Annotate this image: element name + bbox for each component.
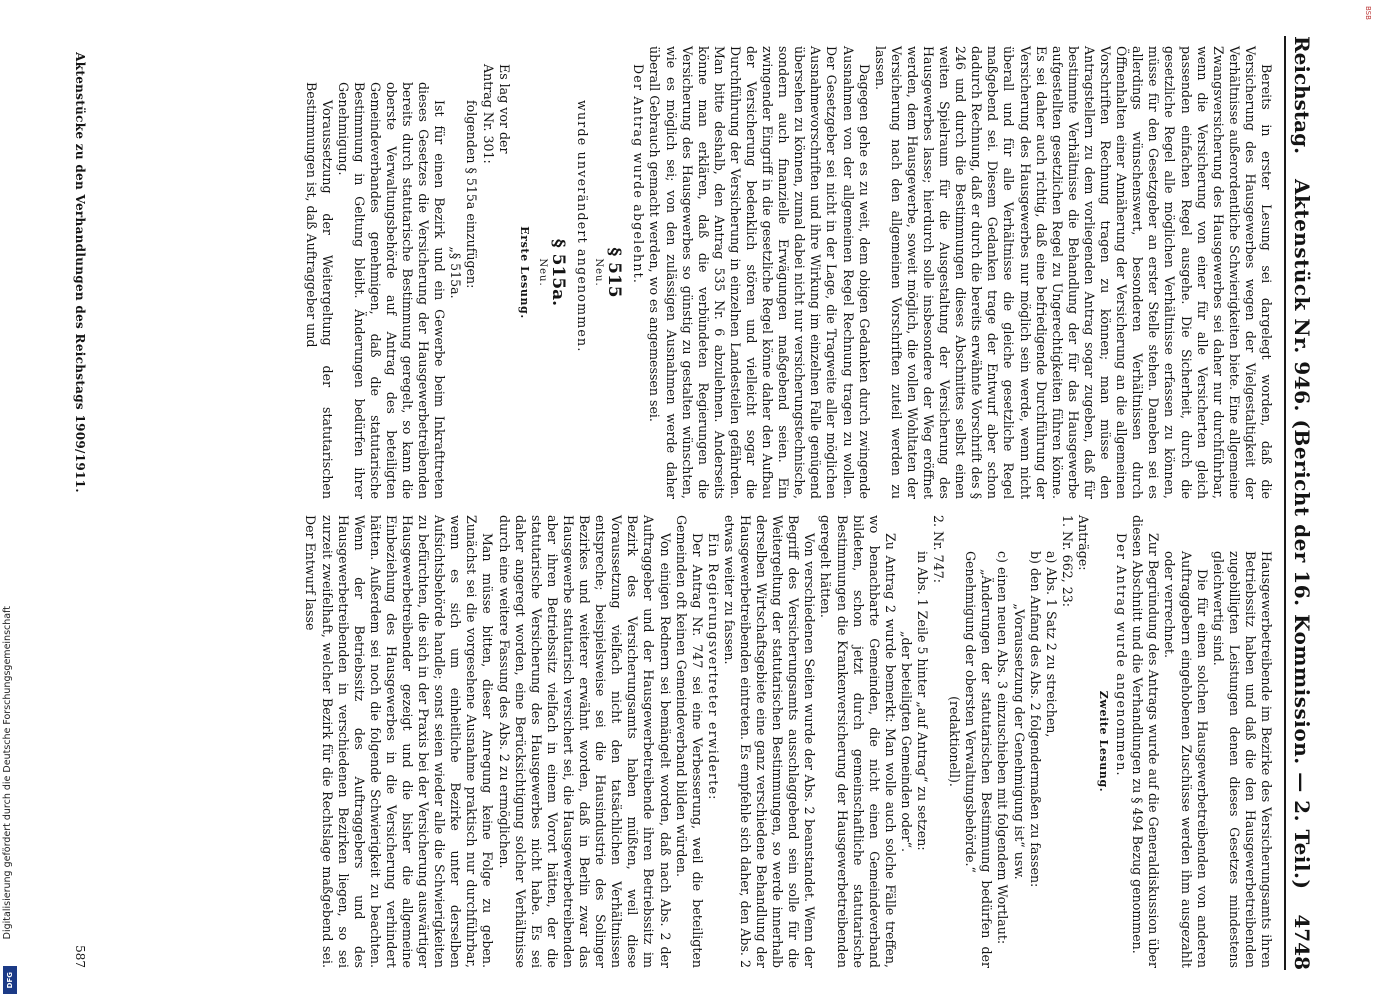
section-subheading: Neu. [593, 258, 605, 287]
reading-label: Erste Lesung. [517, 226, 531, 319]
quoted-paragraph-title: „§ 515a. [448, 246, 464, 299]
paragraph: Der Antrag wurde abgelehnt. [631, 64, 647, 285]
header-page-number: 4748 [1290, 914, 1314, 970]
motions-label: Anträge: [1075, 515, 1091, 571]
section-heading: § 515 [604, 247, 625, 298]
page-number: 587 [73, 945, 87, 968]
paragraph: Bereits in erster Lesung sei dargelegt worden, daß die Versicherung des Hausgewerbes wegen der Vielgestaltigkeit der Verhältnisse außerordentliche Schwierigkeiten biete. Eine allgemeine Zwangsversicherung des Hausgewerbes sei daher nur durchführbar, wenn die Versicherung von einer für alle Versicherten gleich passenden einfachen Regel ausgehe. Die Sicherheit, durch die gesetzliche Regel alle möglichen Verhältnisse erfassen zu können, müsse für den Gesetzgeber an erster Stelle stehen. Daneben sei es allerdings wünschenswert, besonderen Verhältnissen durch Öffnenhalten einer Annäherung der Versicherung an die allgemeinen Vorschriften Rechnung tragen zu können; man müsse den Antragstellern zu dem vorliegenden Antrag sogar zugeben, daß für bestimmte Verhältnisse die Behandlung der für das Hausgewerbe aufgestellten gesetzlichen Regel zu Ungerechtigkeiten führen könne. Es sei daher auch richtig, daß eine befriedigende Durchführung der Versicherung des Hausgewerbes nur möglich sein werde, wenn nicht überall und für alle Verhältnisse die gleiche gesetzliche Regel maßgebend sei. Diesem Gedanken trage der Entwurf aber schon dadurch Rechnung, daß er durch die bereits erwähnte Vorschrift des § 246 und durch die Bestimmungen dieses Abschnittes selbst einen weiten Spielraum für die Ausgestaltung der Versicherung des Hausgewerbes lasse; hierdurch solle insbesondere der Weg eröffnet werden, dem Hausgewerbe, soweit möglich, die vollen Wohltaten der Versicherung nach den allgemeinen Vorschriften zuteil werden zu lassen. [872, 46, 1274, 499]
paragraph: Der Antrag Nr. 747 sei eine Verbesserung, weil die beteiligten Gemeinden oft keinen Gemeindeverband bilden würden. [673, 515, 705, 968]
motion-subitem: c) einen neuen Abs. 3 einzuschieben mit folgendem Wortlaut: [995, 551, 1011, 945]
paragraph: Hausgewerbetreibende im Bezirke des Versicherungsamts ihren Betriebssitz haben und daß die den Hausgewerbetreibenden zugebilligten Leistungen denen dieses Gesetzes mindestens gleichwertig sind. [1210, 551, 1274, 968]
motion-quote: „der beteiligten Gemeinden oder“. [898, 630, 914, 853]
motion-subitem: in Abs. 1 Zeile 5 hinter „auf Antrag“ zu setzen: [915, 551, 931, 851]
motion-subitem: a) Abs. 1 Satz 2 zu streichen, [1043, 551, 1059, 738]
section-subheading: Neu. [536, 258, 548, 287]
motion-subitem: b) den Anfang des Abs. 2 folgendermaßen zu fassen: [1027, 551, 1043, 888]
motion-quote: „Änderungen der statutarischen Bestimmung bedürfen der Genehmigung der obersten Verwaltungsbehörde.“ [963, 551, 995, 968]
motion-quote: „Voraussetzung der Genehmigung ist“ usw. [1011, 603, 1027, 880]
quoted-paragraph: Voraussetzung der Weitergeltung der statutarischen Bestimmungen ist, daß Auftraggeber und [303, 82, 335, 499]
paragraph: Die für einen solchen Hausgewerbetreibenden von anderen Auftraggebern eingehobenen Zuschüsse werden ihm ausgezahlt oder verrechnet. [1162, 551, 1210, 968]
paragraph: Ein Regierungsvertreter erwiderte: [705, 533, 721, 801]
header-title: Aktenstück Nr. 946. (Bericht der 16. Kommission. — 2. Teil.) [1290, 178, 1314, 890]
paragraph: Antrag Nr. 301: [480, 64, 496, 164]
digitization-watermark: Digitalisierung gefördert durch die Deutsche Forschungsgemeinschaft [2, 606, 13, 940]
quoted-paragraph: Ist für einen Bezirk und ein Gewerbe beim Inkrafttreten dieses Gesetzes die Versicherung der Hausgewerbetreibenden bereits durch statutarische Bestimmung geregelt, so kann die oberste Verwaltungsbehörde auf Antrag des beteiligten Gemeindeverbandes genehmigen, daß die statutarische Bestimmung in Geltung bleibt. Änderungen bedürfen ihrer Genehmigung. [335, 82, 448, 499]
library-mark: BSB [1364, 6, 1372, 20]
paragraph: Von verschiedenen Seiten wurde der Abs. 2 beanstandet. Wenn der Begriff des Versicherungsamts ausschlaggebend sein solle für die Weitergeltung der statutarischen Bestimmungen, so werde innerhalb derselben Wirtschaftsgebiete eine ganz verschiedene Behandlung der Hausgewerbetreibenden eintreten. Es empfehle sich daher, den Abs. 2 etwas weiter zu fassen. [721, 515, 818, 968]
right-column [302, 515, 1274, 968]
paragraph: folgenden § 515a einzufügen: [464, 100, 480, 289]
page-header [1284, 36, 1324, 970]
paragraph: Der Antrag wurde angenommen. [1114, 533, 1130, 777]
header-left: Reichstag. [1290, 36, 1314, 155]
page-footer: Aktenstücke zu den Verhandlungen des Reichstags 1909/1911. [73, 52, 87, 493]
dfg-logo-text: DFG [6, 971, 14, 989]
section-heading: § 515a. [547, 238, 568, 307]
reading-label: Zweite Lesung. [1097, 690, 1111, 793]
paragraph: Es lag vor der [496, 64, 512, 154]
left-column [302, 46, 1274, 499]
motion-item: 2. Nr. 747: [931, 515, 947, 583]
paragraph: Man müsse bitten, dieser Anregung keine Folge zu geben. Zunächst sei die vorgesehene Ausnahme praktisch nur durchführbar, wenn es sich um einheitliche Bezirke unter derselben Aufsichtsbehörde handle; sonst seien wieder alle die Schwierigkeiten zu befürchten, die sich in der Praxis bei der Versicherung auswärtiger Hausgewerbetreibender gezeigt und die bisher die allgemeine Einbeziehung des Hausgewerbes in die Versicherung verhindert hätten. Außerdem sei noch die folgende Schwierigkeit zu beachten. Wenn der Betriebssitz des Auftraggebers und des Hausgewerbetreibenden in verschiedenen Bezirken liegen, so sei zurzeit zweifelhaft, welcher Bezirk für die Rechtslage maßgebend sei. Der Entwurf lasse [303, 515, 496, 968]
motion-note: (redaktionell). [947, 696, 963, 787]
paragraph: Zu Antrag 2 wurde bemerkt: Man wolle auch solche Fälle treffen, wo benachbarte Gemeinden, die nicht einen Gemeindeverband bildeten, schon jetzt durch gemeinschaftliche statutarische Bestimmungen die Krankenversicherung der Hausgewerbetreibenden geregelt hätten. [818, 515, 898, 968]
dfg-logo-icon [3, 966, 17, 994]
paragraph: Von einigen Rednern sei bemängelt worden, daß nach Abs. 2 der Auftraggeber und der Hausgewerbetreibende ihren Betriebssitz im Bezirk des Versicherungsamts haben müßten, weil diese Voraussetzung vielfach nicht den tatsächlichen Verhältnissen entspreche; beispielsweise sei die Hausindustrie des Solinger Bezirkes und weiterer erwähnt worden, daß in Berlin zwar das Hausgewerbe statutarisch versichert sei, die Hausgewerbetreibenden aber ihren Betriebssitz vielfach in einem Vorort hätten, der die statutarische Versicherung des Hausgewerbes nicht habe. Es sei daher angeregt worden, eine Berücksichtigung solcher Verhältnisse durch eine weitere Fassung des Abs. 2 zu ermöglichen. [496, 515, 673, 968]
section-result: wurde unverändert angenommen. [575, 100, 591, 353]
motion-item: 1. Nr. 662, 23: [1059, 515, 1075, 607]
paragraph: Zur Begründung des Antrags wurde auf die Generaldiskussion über diesen Abschnitt und die Verhandlungen zu § 494 Bezug genommen. [1130, 515, 1162, 968]
paragraph: Dagegen gehe es zu weit, dem obigen Gedanken durch zwingende Ausnahmen von der allgemeinen Regel Rechnung tragen zu wollen. Der Gesetzgeber sei nicht in der Lage, die Tragweite aller möglichen Ausnahmevorschriften und ihre Wirkung im einzelnen Falle genügend übersehen zu können, zumal dabei nicht nur versicherungstechnische, sondern auch finanzielle Erwägungen maßgebend seien. Ein zwingender Eingriff in die gesetzliche Regel könne daher den Aufbau der Versicherung bedenklich stören und vielleicht sogar die Durchführung der Versicherung in einzelnen Landesteilen gefährden. Man bitte deshalb, den Antrag 535 Nr. 6 abzulehnen. Anderseits könne man erklären, daß die verbündeten Regierungen die Versicherung des Hausgewerbes so günstig zu gestalten wünschten, wie es möglich sei; von den zulässigen Ausnahmen werde daher überall Gebrauch gemacht werden, wo es angemessen sei. [647, 46, 872, 499]
